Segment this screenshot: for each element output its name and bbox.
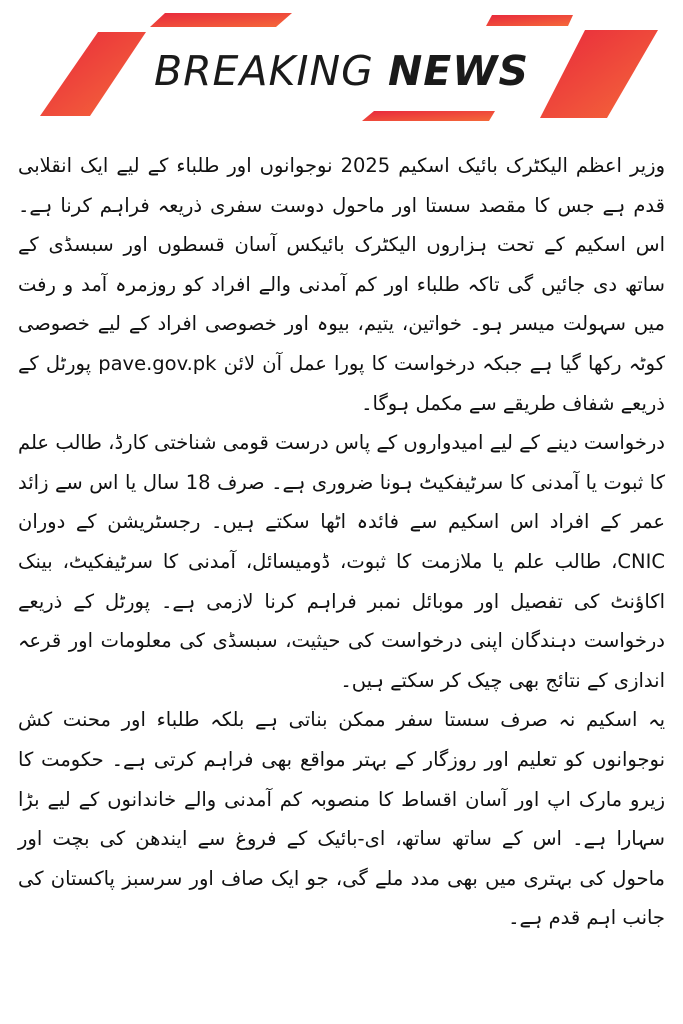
article-paragraph-1: وزیر اعظم الیکٹرک بائیک اسکیم 2025 نوجوانوں اور طلباء کے لیے ایک انقلابی قدم ہے جس کا مقصد سستا اور ماحول دوست سفری ذریعہ فراہم کرنا ہے۔ اس اسکیم کے تحت ہزاروں الیکٹرک بائیکس آسان قسطوں اور سبسڈی کے ساتھ دی جائیں گی تاکہ طلباء اور کم آمدنی والے افراد کو روزمرہ آمد و رفت میں سہولت میسر ہو۔ خواتین، یتیم، بیوہ اور خصوصی افراد کے لیے خصوصی کوٹہ رکھا گیا ہے جبکہ درخواست کا پورا عمل آن لائن pave.gov.pk پورٹل کے ذریعے شفاف طریقے سے مکمل ہوگا۔ (18, 154, 666, 415)
article-body (18, 146, 665, 938)
banner-word-breaking: BREAKING (153, 47, 374, 95)
article-paragraph-3: یہ اسکیم نہ صرف سستا سفر ممکن بناتی ہے بلکہ طلباء اور محنت کش نوجوانوں کو تعلیم اور روزگار کے بہتر مواقع بھی فراہم کرتی ہے۔ حکومت کا زیرو مارک اپ اور آسان اقساط کا منصوبہ کم آمدنی والے خاندانوں کے لیے بڑا سہارا ہے۔ اس کے ساتھ ساتھ، ای-بائیک کے فروغ سے ایندھن کی بچت اور ماحول کی بہتری میں بھی مدد ملے گی، جو ایک صاف اور سرسبز پاکستان کی جانب اہم قدم ہے۔ (18, 708, 665, 930)
banner-shard-bottom-right (362, 111, 495, 121)
banner-title (0, 47, 683, 95)
banner-shard-top-left (150, 13, 292, 27)
article-paragraph-2: درخواست دینے کے لیے امیدواروں کے پاس درست قومی شناختی کارڈ، طالب علم کا ثبوت یا آمدنی کا سرٹیفکیٹ ہونا ضروری ہے۔ صرف 18 سال یا اس سے زائد عمر کے افراد اس اسکیم سے فائدہ اٹھا سکتے ہیں۔ رجسٹریشن کے دوران CNIC، طالب علم یا ملازمت کا ثبوت، ڈومیسائل، آمدنی کا سرٹیفکیٹ، بینک اکاؤنٹ کی تفصیل اور موبائل نمبر فراہم کرنا لازمی ہے۔ پورٹل کے ذریعے درخواست دہندگان اپنی درخواست کی حیثیت، سبسڈی کی معلومات اور قرعہ اندازی کے نتائج بھی چیک کر سکتے ہیں۔ (18, 431, 666, 692)
banner-word-news: NEWS (387, 47, 530, 95)
breaking-news-banner (0, 0, 683, 130)
banner-shard-top-right (486, 15, 573, 26)
